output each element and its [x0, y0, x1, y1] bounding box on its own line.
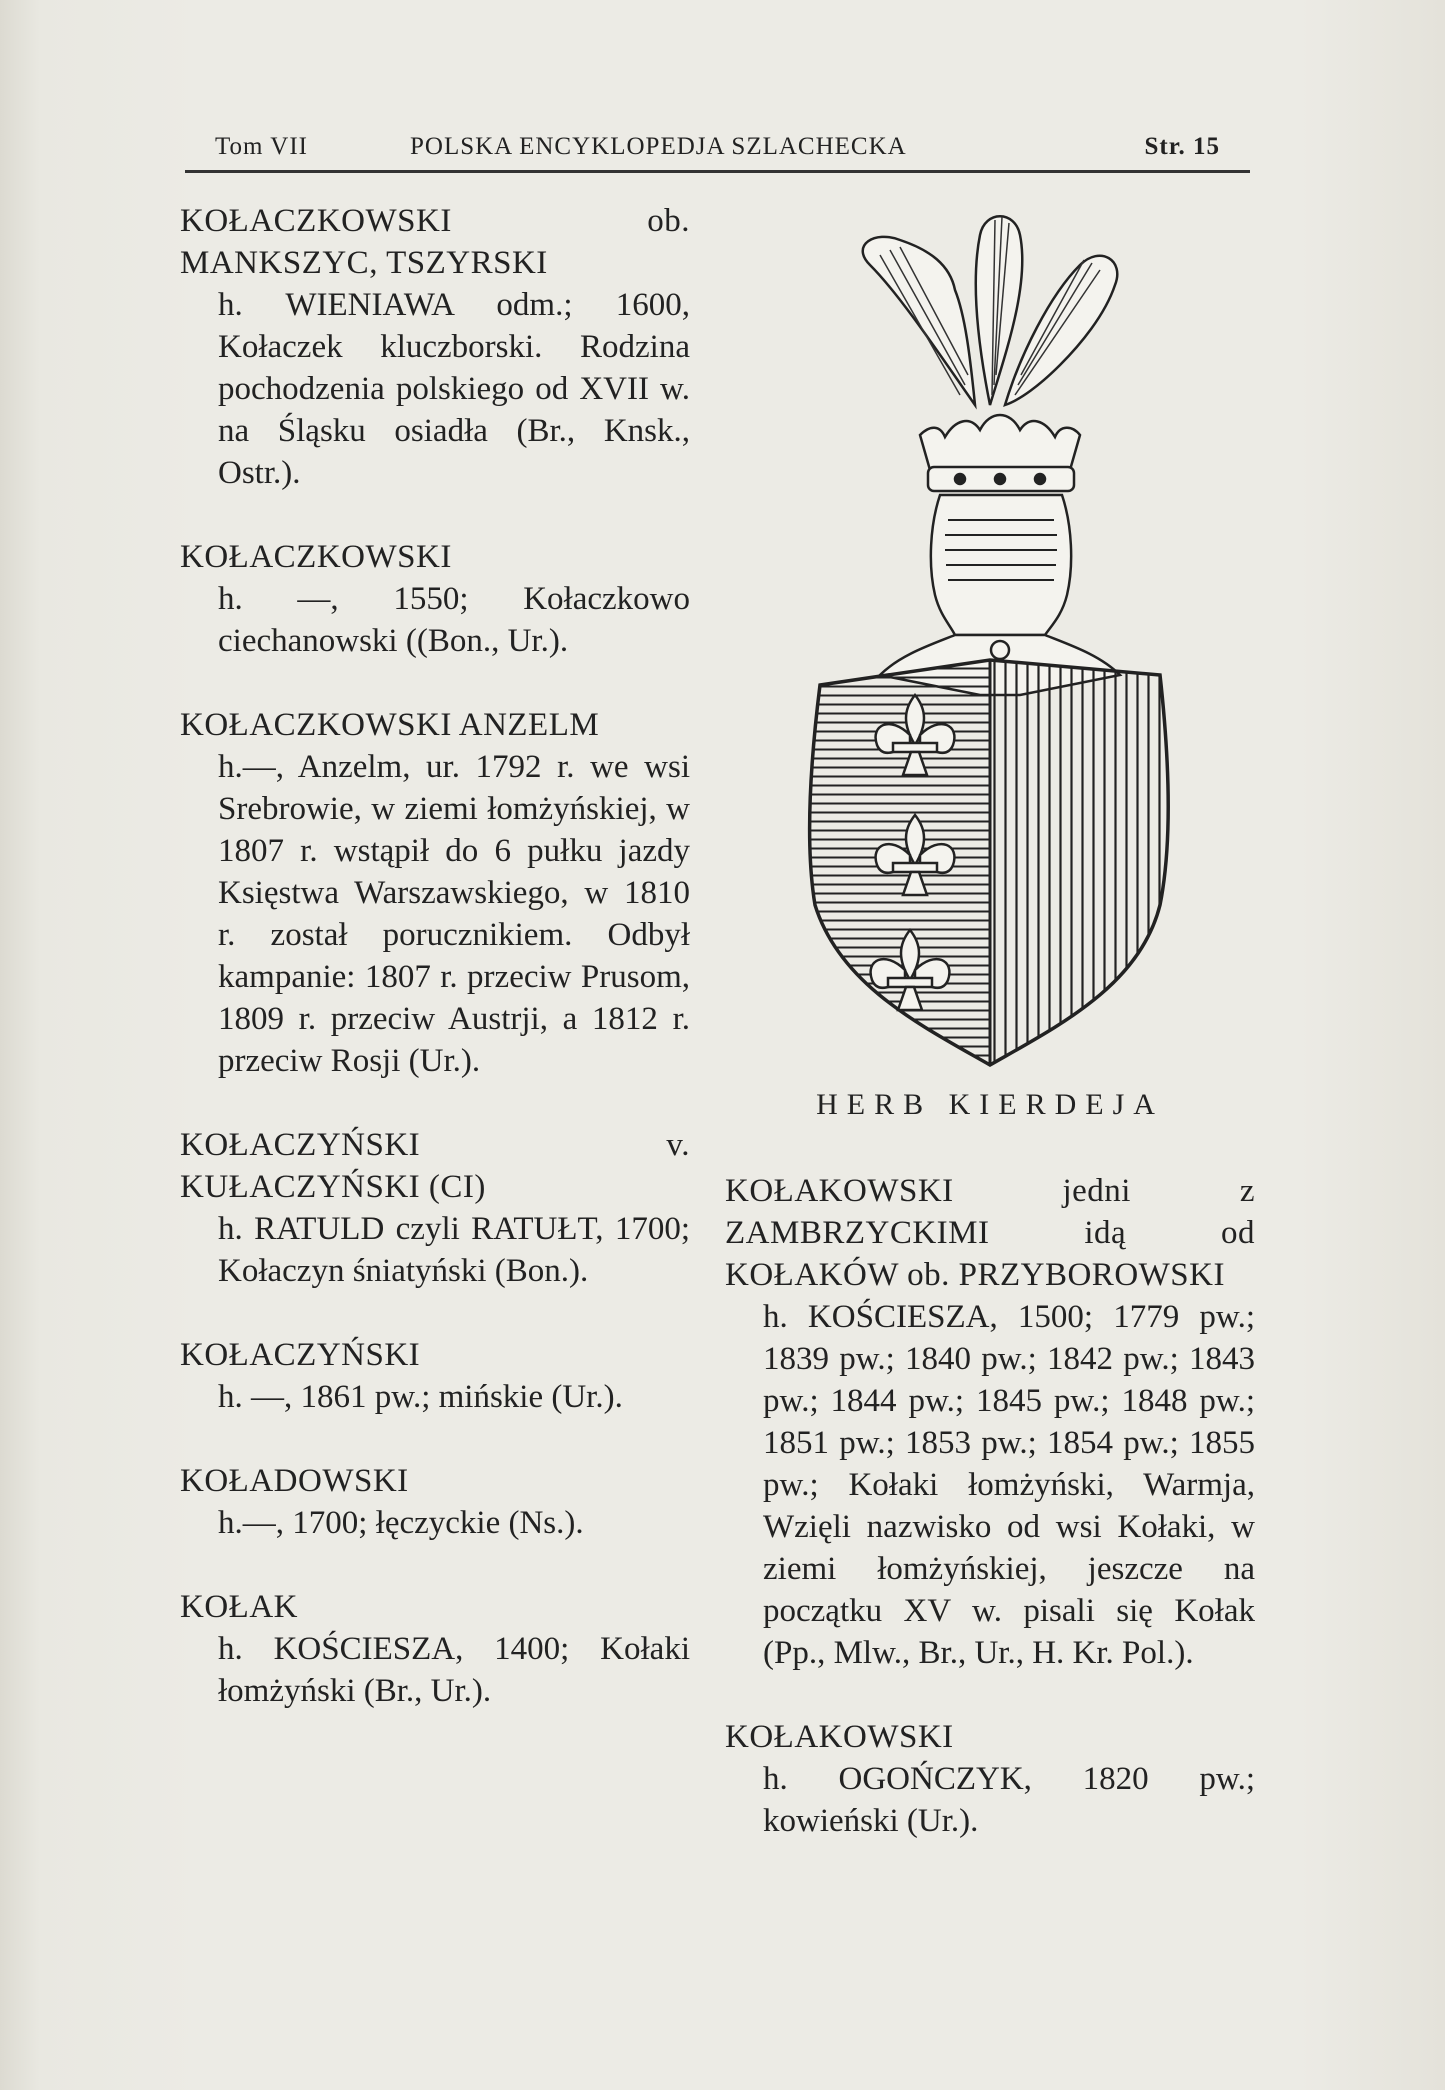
- entry: [180, 704, 690, 1082]
- entry-title: KOŁAKOWSKI jedni z ZAMBRZYCKIMI idą od KOŁAKÓW ob. PRZYBOROWSKI: [725, 1173, 1255, 1293]
- crown-icon: [920, 415, 1080, 491]
- entry: [180, 536, 690, 662]
- entry-title: KOŁAK: [180, 1589, 298, 1625]
- volume-label: Tom VII: [215, 133, 308, 160]
- entry: [180, 1460, 690, 1544]
- right-column: [725, 1170, 1255, 1884]
- page-number: Str. 15: [1144, 133, 1220, 160]
- entry-body: h.—, 1700; łęczyckie (Ns.).: [218, 1505, 584, 1541]
- entry-body: h. KOŚCIESZA, 1400; Kołaki łomżyński (Br., Ur.).: [218, 1631, 690, 1709]
- entry: [180, 200, 690, 494]
- entry-body: h. —, 1550; Kołaczkowo ciechanowski ((Bon., Ur.).: [218, 581, 690, 659]
- entry-body: h. —, 1861 pw.; mińskie (Ur.).: [218, 1379, 623, 1415]
- entry-body: h. OGOŃCZYK, 1820 pw.; kowieński (Ur.).: [763, 1761, 1255, 1839]
- page-header: [185, 125, 1250, 173]
- entry: [180, 1586, 690, 1712]
- coat-of-arms-illustration: [780, 205, 1200, 1085]
- entry-title: KOŁACZKOWSKI ANZELM: [180, 707, 600, 743]
- feathers-icon: [863, 216, 1118, 405]
- entry-title: KOŁACZYŃSKI: [180, 1337, 421, 1373]
- entry-body: h.—, Anzelm, ur. 1792 r. we wsi Srebrowie, w ziemi łomżyńskiej, w 1807 r. wstąpił do 6 pułku jazdy Księstwa Warszawskiego, w 1810 r. został porucznikiem. Odbył kampanie: 1807 r. przeciw Prusom, 1809 r. przeciw Austrji, a 1812 r. przeciw Rosji (Ur.).: [218, 749, 690, 1079]
- crest-caption: HERB KIERDEJA: [816, 1088, 1164, 1121]
- entry-title: KOŁACZKOWSKI: [180, 539, 452, 575]
- entry-title: KOŁADOWSKI: [180, 1463, 409, 1499]
- entry: [725, 1170, 1255, 1674]
- fleur-de-lis-icon: [871, 695, 955, 1010]
- entry: [180, 1124, 690, 1292]
- entry: [725, 1716, 1255, 1842]
- shield-icon: [800, 645, 1185, 1075]
- entry-body: h. RATULD czyli RATUŁT, 1700; Kołaczyn śniatyński (Bon.).: [218, 1211, 690, 1289]
- entry-body: h. WIENIAWA odm.; 1600, Kołaczek kluczborski. Rodzina pochodzenia polskiego od XVII w. na Śląsku osiadła (Br., Knsk., Ostr.).: [218, 287, 690, 491]
- entry: [180, 1334, 690, 1418]
- entry-title: KOŁAKOWSKI: [725, 1719, 954, 1755]
- entry-title: KOŁACZKOWSKI ob. MANKSZYC, TSZYRSKI: [180, 203, 690, 281]
- entry-title: KOŁACZYŃSKI v. KUŁACZYŃSKI (CI): [180, 1127, 690, 1205]
- encyclopedia-title: POLSKA ENCYKLOPEDJA SZLACHECKA: [410, 133, 907, 160]
- left-column: [180, 200, 690, 1754]
- entry-body: h. KOŚCIESZA, 1500; 1779 pw.; 1839 pw.; 1840 pw.; 1842 pw.; 1843 pw.; 1844 pw.; 1845 pw.; 1848 pw.; 1851 pw.; 1853 pw.; 1854 pw.; 1855 pw.; Kołaki łomżyński, Warmja, Wzięli nazwisko od wsi Kołaki, w ziemi łomżyńskiej, jeszcze na początku XV w. pisali się Kołak (Pp., Mlw., Br., Ur., H. Kr. Pol.).: [763, 1299, 1255, 1671]
